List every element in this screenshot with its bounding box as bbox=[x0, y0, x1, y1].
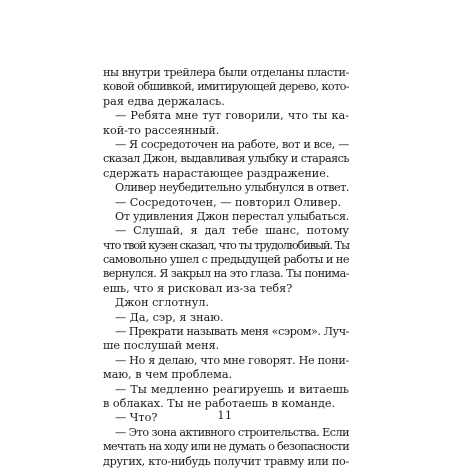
text-line: — Ты медленно реагируешь и витаешь bbox=[115, 382, 349, 396]
text-line: мечтать на ходу или не думать о безопасности bbox=[103, 440, 349, 454]
text-line: что твой кузен сказал, что ты трудолюбивый. Ты bbox=[103, 238, 349, 252]
text-line: самовольно ушел с предыдущей работы и не bbox=[103, 253, 349, 267]
text-line: — Да, сэр, я знаю. bbox=[115, 310, 224, 324]
text-line: кой-то рассеянный. bbox=[103, 123, 220, 137]
text-line: ешь, что я рисковал из-за тебя? bbox=[103, 281, 293, 295]
text-line: — Ребята мне тут говорили, что ты ка- bbox=[115, 109, 349, 123]
page-number: 11 bbox=[217, 409, 233, 422]
text-line: в облаках. Ты не работаешь в команде. bbox=[103, 396, 336, 410]
text-line: — Прекрати называть меня «сэром». Луч- bbox=[115, 325, 349, 339]
text-line: — Это зона активного строительства. Если bbox=[115, 425, 349, 439]
text-line: вернулся. Я закрыл на это глаза. Ты понима- bbox=[103, 267, 349, 281]
text-line: Оливер неубедительно улыбнулся в ответ. bbox=[115, 181, 349, 195]
text-line: ковой обшивкой, имитирующей дерево, кото- bbox=[103, 80, 349, 94]
text-line: — Сосредоточен, — повторил Оливер. bbox=[115, 195, 342, 209]
text-line: других, кто-нибудь получит травму или по- bbox=[103, 454, 349, 468]
text-line: ше послушай меня. bbox=[103, 339, 220, 353]
text-line: сдержать нарастающее раздражение. bbox=[103, 166, 330, 180]
text-line: Джон сглотнул. bbox=[115, 296, 209, 310]
text-line: — Я сосредоточен на работе, вот и все, — bbox=[115, 137, 349, 151]
text-line: — Но я делаю, что мне говорят. Не пони- bbox=[115, 353, 349, 367]
text-line: рая едва держалась. bbox=[103, 94, 225, 108]
text-line: ны внутри трейлера были отделаны пласти- bbox=[103, 66, 349, 79]
text-line: От удивления Джон перестал улыбаться. bbox=[115, 209, 349, 223]
text-line: — Что? bbox=[115, 411, 158, 425]
text-line: — Слушай, я дал тебе шанс, потому bbox=[115, 224, 349, 238]
text-line: сказал Джон, выдавливая улыбку и стараясь bbox=[103, 152, 349, 166]
text-line: маю, в чем проблема. bbox=[103, 368, 233, 382]
